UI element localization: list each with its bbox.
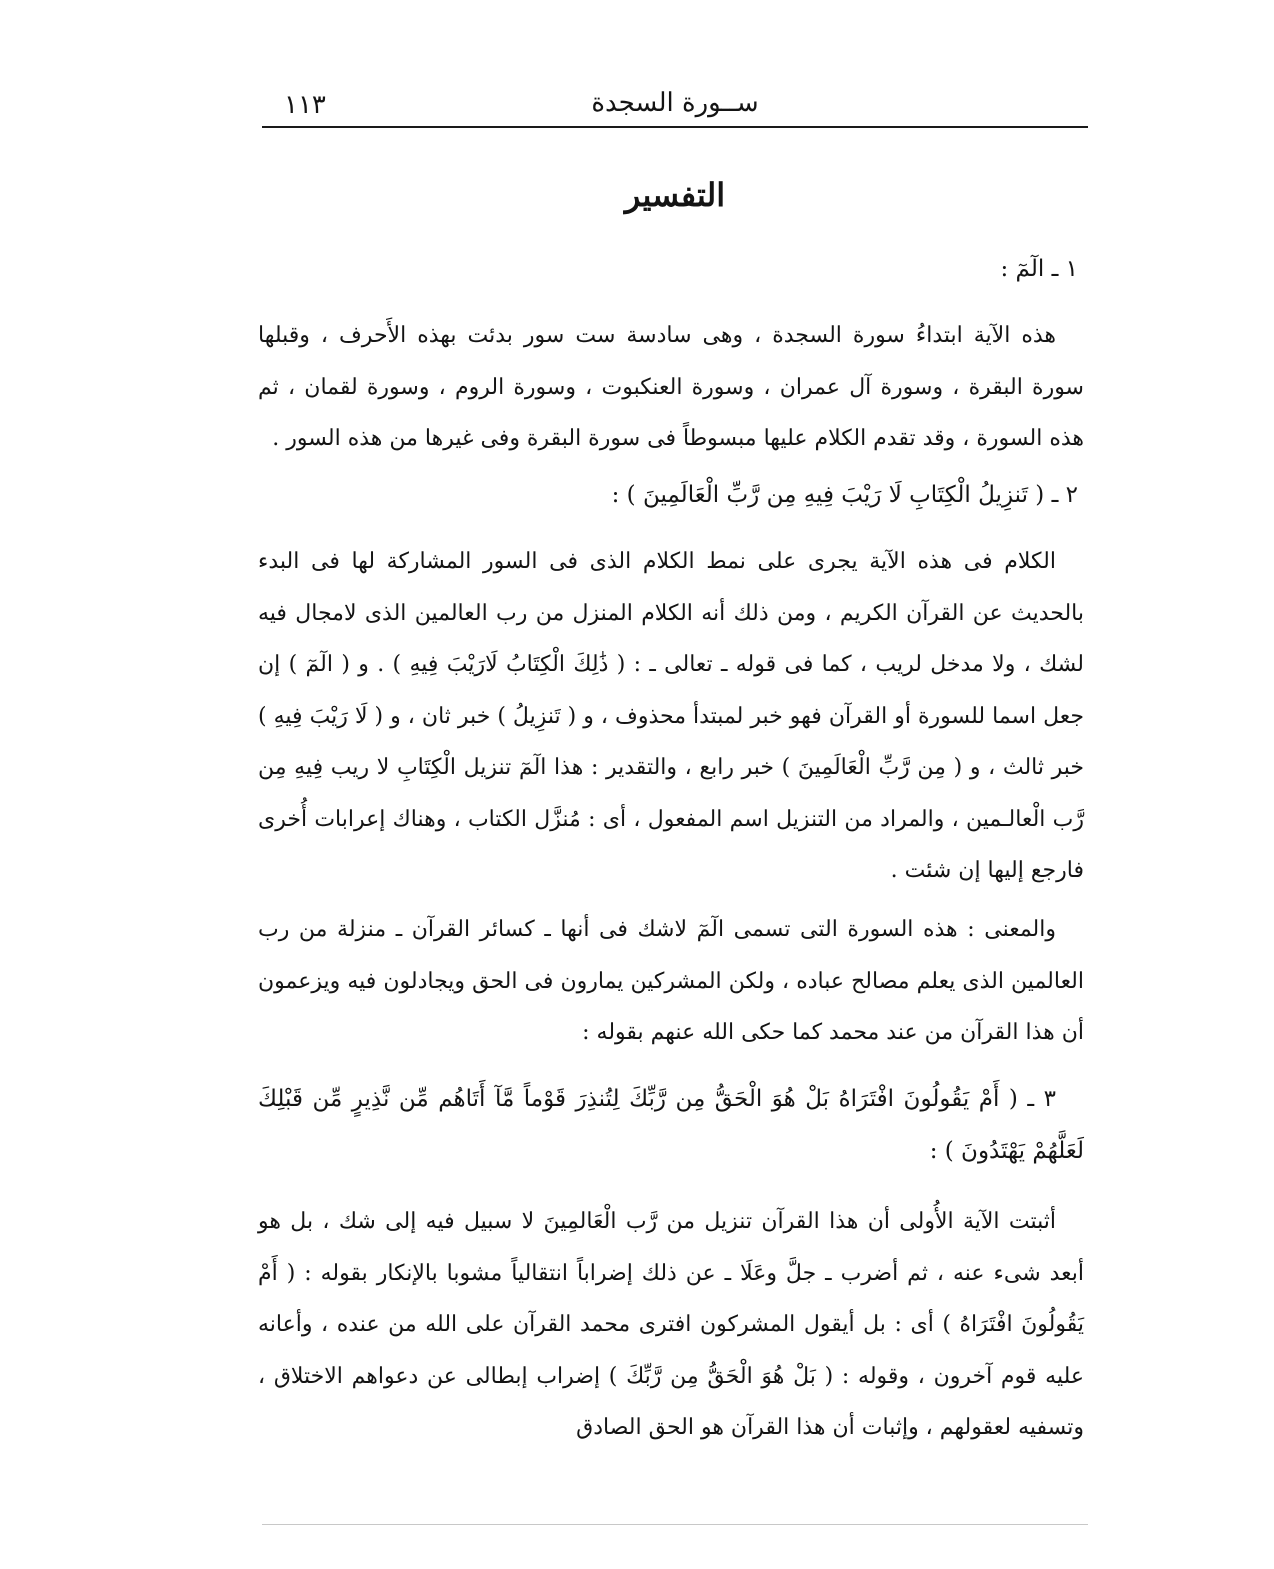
paragraph-3: والمعنى : هذه السورة التى تسمى الٓمٓ لاشك فى أنها ـ كسائر القرآن ـ منزلة من رب العالمين الذى يعلم مصالح عباده ، ولكن المشركين يمارون فى الحق ويجادلون فيه ويزعمون أن هذا القرآن من عند محمد كما حكى الله عنهم بقوله : <box>258 917 1084 1045</box>
header-rule <box>262 126 1088 128</box>
page-number: ١١٣ <box>284 90 326 120</box>
verse-1-heading: ١ ـ الٓمٓ : <box>1000 256 1078 282</box>
section-title: التفسير <box>624 176 726 214</box>
scan-edge-line <box>262 1524 1088 1525</box>
verse-3: ٣ ـ ( أَمْ يَقُولُونَ افْتَرَاهُ بَلْ هُوَ الْحَقُّ مِن رَّبِّكَ لِتُنذِرَ قَوْماً مَّآ أَتَاهُم مِّن نَّذِيرٍ مِّن قَبْلِكَ لَعَلَّهُمْ يَهْتَدُونَ ) : <box>258 1086 1084 1164</box>
paragraph-4: أثبتت الآية الأُولى أن هذا القرآن تنزيل من رَّب الْعَالمِينَ لا سبيل فيه إلى شك ، بل هو أبعد شىء عنه ، ثم أضرب ـ جلَّ وعَلَا ـ عن ذلك إضراباً انتقالياً مشوبا بالإنكار بقوله : ( أَمْ يَقُولُونَ افْتَرَاهُ ) أى : بل أيقول المشركون افترى محمد القرآن على الله من عنده ، وأعانه عليه قوم آخرون ، وقوله : ( بَلْ هُوَ الْحَقُّ مِن رَّبِّكَ ) إضراب إبطالى عن دعواهم الاختلاق ، وتسفيه لعقولهم ، وإثبات أن هذا القرآن هو الحق الصادق <box>258 1209 1084 1440</box>
verse-2-heading: ٢ ـ ( تَنزِيلُ الْكِتَابِ لَا رَيْبَ فِيهِ مِن رَّبِّ الْعَالَمِينَ ) : <box>611 482 1078 508</box>
running-title: ســورة السجدة <box>591 88 759 118</box>
page-header <box>262 84 1088 128</box>
paragraph-2: الكلام فى هذه الآية يجرى على نمط الكلام الذى فى السور المشاركة لها فى البدء بالحديث عن القرآن الكريم ، ومن ذلك أنه الكلام المنزل من رب العالمين الذى لامجال فيه لشك ، ولا مدخل لريب ، كما فى قوله ـ تعالى ـ : ( ذَٰلِكَ الْكِتَابُ لَارَيْبَ فِيهِ ) . و ( الٓمٓ ) إن جعل اسما للسورة أو القرآن فهو خبر لمبتدأ محذوف ، و ( تَنزِيلُ ) خبر ثان ، و ( لَا رَيْبَ فِيهِ ) خبر ثالث ، و ( مِن رَّبِّ الْعَالَمِينَ ) خبر رابع ، والتقدير : هذا الٓمٓ تنزيل الْكِتَابِ لا ريب فِيهِ مِن رَّب الْعالـمين ، والمراد من التنزيل اسم المفعول ، أى : مُنزَّل الكتاب ، وهناك إعرابات أُخرى فارجع إليها إن شئت . <box>258 549 1084 883</box>
paragraph-1: هذه الآية ابتداءُ سورة السجدة ، وهى سادسة ست سور بدئت بهذه الأَحرف ، وقبلها سورة البقرة ، وسورة آل عمران ، وسورة العنكبوت ، وسورة الروم ، وسورة لقمان ، ثم هذه السورة ، وقد تقدم الكلام عليها مبسوطاً فى سورة البقرة وفى غيرها من هذه السور . <box>258 323 1084 451</box>
